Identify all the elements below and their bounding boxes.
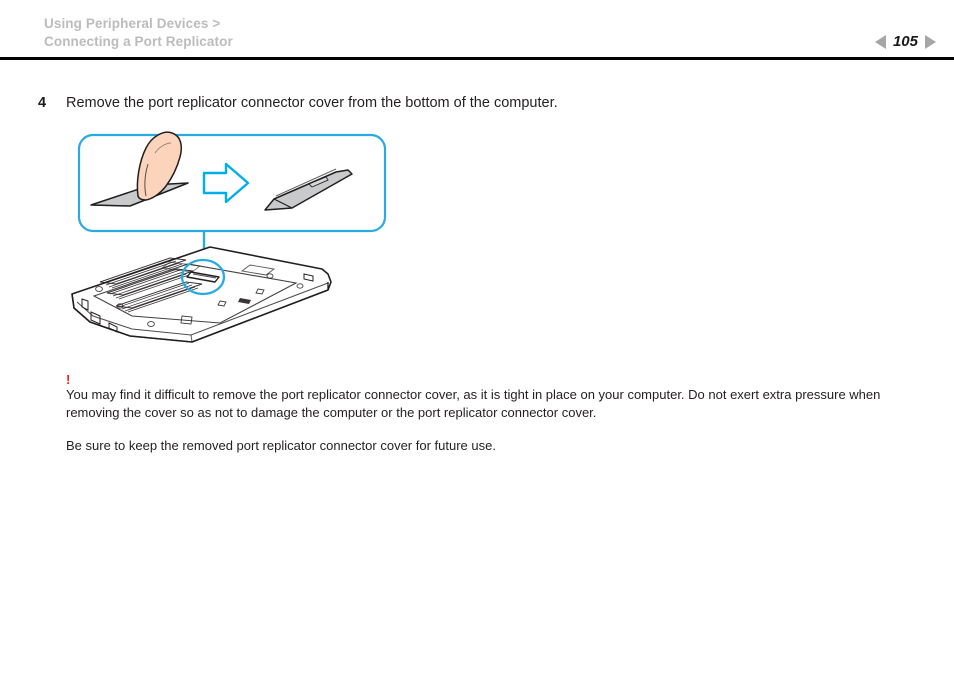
breadcrumb — [44, 15, 233, 51]
warning-note — [66, 374, 916, 422]
step-number: 4 — [38, 95, 47, 111]
triangle-right-icon[interactable] — [925, 35, 936, 49]
page-navigation — [875, 33, 936, 51]
followup-note: Be sure to keep the removed port replicator connector cover for future use. — [66, 438, 496, 453]
step-text: Remove the port replicator connector cover from the bottom of the computer. — [66, 95, 558, 111]
instruction-illustration — [60, 126, 410, 371]
page-header — [0, 0, 954, 60]
breadcrumb-line-1: Using Peripheral Devices > — [44, 16, 221, 31]
header-divider — [0, 57, 954, 60]
breadcrumb-line-2: Connecting a Port Replicator — [44, 34, 233, 49]
laptop-bottom-illustration — [72, 247, 331, 342]
page-number: 105 — [892, 33, 918, 50]
warning-icon: ! — [66, 372, 71, 387]
step-item — [38, 94, 918, 113]
warning-text: You may find it difficult to remove the port replicator connector cover, as it is tight in place on your computer. Do not exert extra pressure when removing the cover so as not to damage the computer or the port replicator connector cover. — [66, 387, 881, 420]
triangle-left-icon[interactable] — [875, 35, 886, 49]
